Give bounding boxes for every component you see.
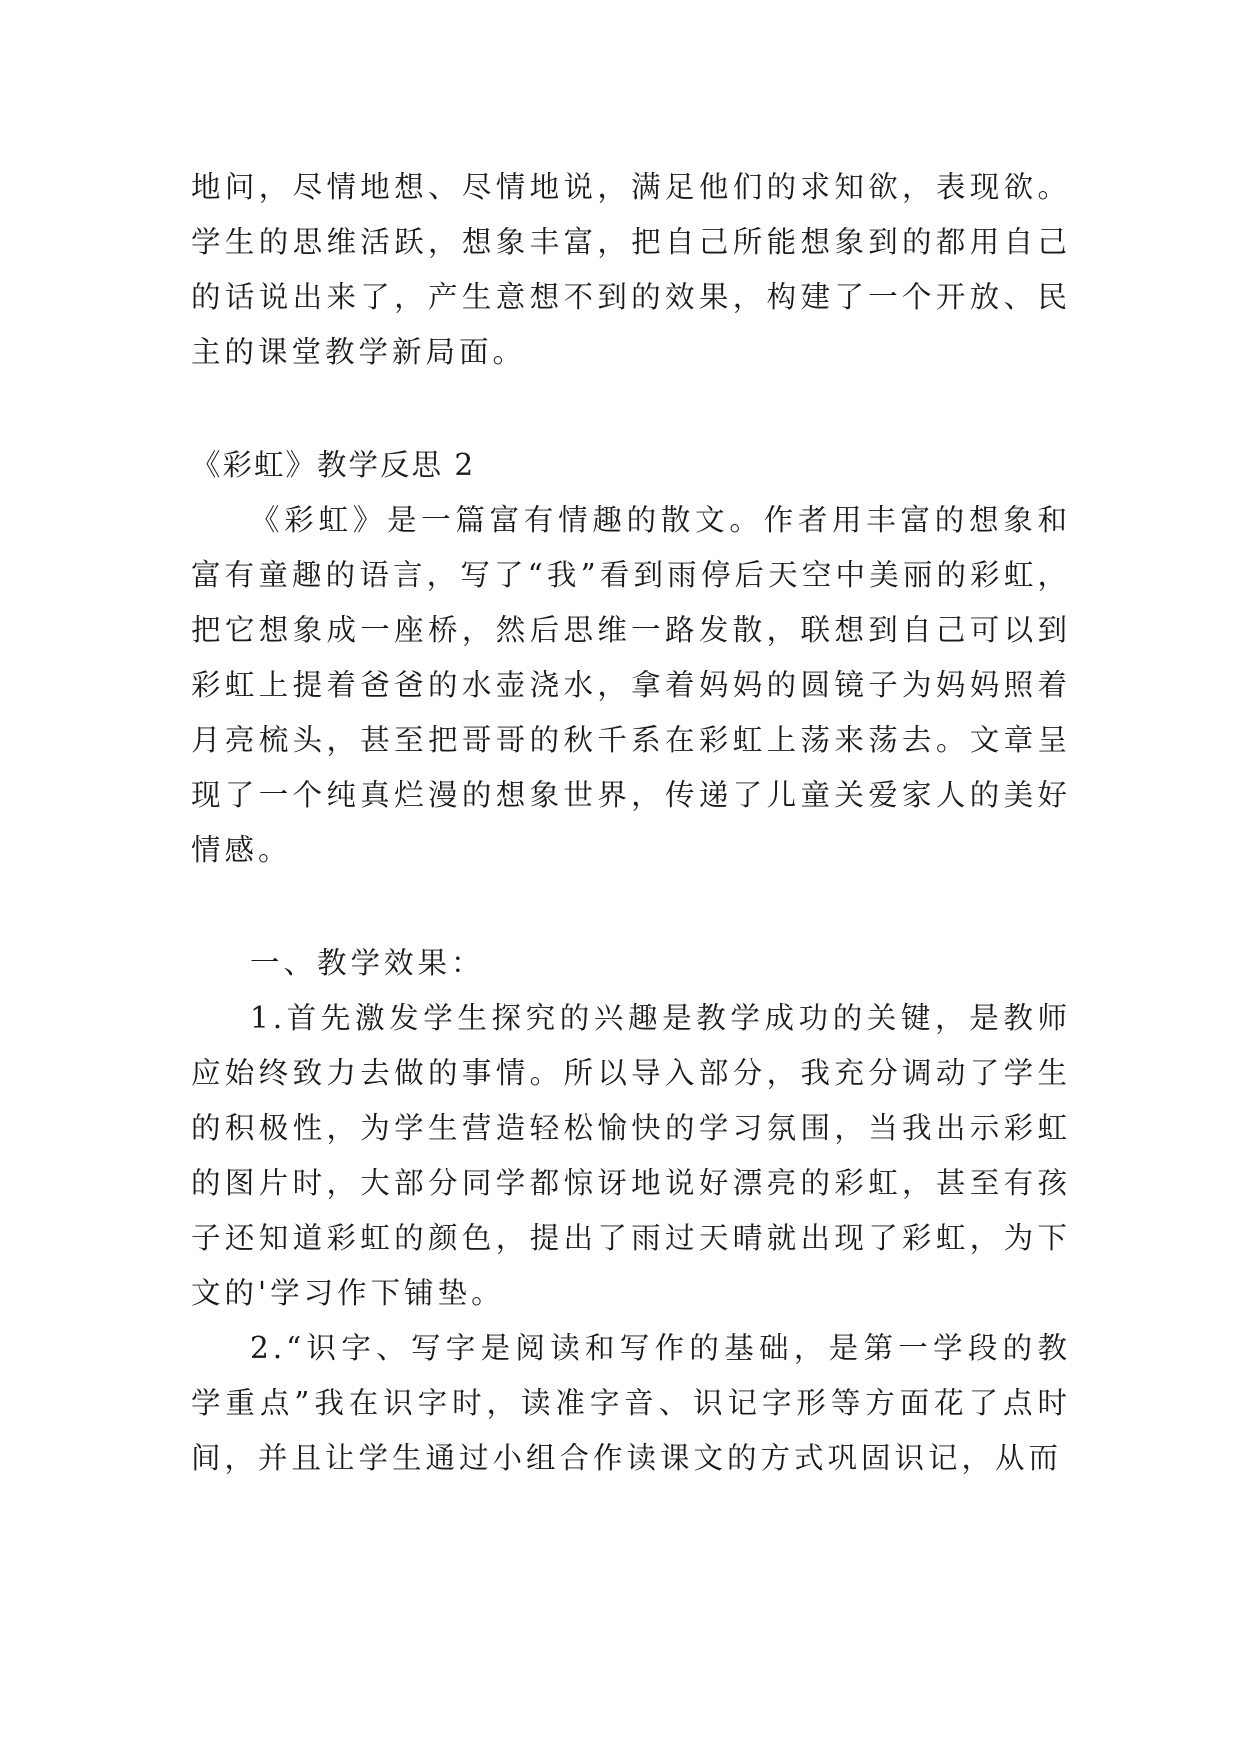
paragraph-continuation: 地问，尽情地想、尽情地说，满足他们的求知欲，表现欲。学生的思维活跃，想象丰富，把自己所能想象到的都用自己的话说出来了，产生意想不到的效果，构建了一个开放、民主的课堂教学新局面。 [191,170,1071,369]
section-title: 《彩虹》教学反思 2 [191,448,476,482]
paragraph-intro: 《彩虹》是一篇富有情趣的散文。作者用丰富的想象和富有童趣的语言，写了“我”看到雨停后天空中美丽的彩虹，把它想象成一座桥，然后思维一路发散，联想到自己可以到彩虹上提着爸爸的水壶浇水，拿着妈妈的圆镜子为妈妈照着月亮梳头，甚至把哥哥的秋千系在彩虹上荡来荡去。文章呈现了一个纯真烂漫的想象世界，传递了儿童关爱家人的美好情感。 [191,503,1071,867]
section-heading-teaching-effect: 一、教学效果： [250,946,485,980]
paragraph-point-1: 1.首先激发学生探究的兴趣是教学成功的关键，是教师应始终致力去做的事情。所以导入部分，我充分调动了学生的积极性，为学生营造轻松愉快的学习氛围，当我出示彩虹的图片时，大部分同学都惊讶地说好漂亮的彩虹，甚至有孩子还知道彩虹的颜色，提出了雨过天晴就出现了彩虹，为下文的'学习作下铺垫。 [191,1001,1071,1310]
document-body [191,160,1071,1486]
paragraph-point-2: 2.“识字、写字是阅读和写作的基础，是第一学段的教学重点”我在识字时，读准字音、识记字形等方面花了点时间，并且让学生通过小组合作读课文的方式巩固识记，从而 [191,1331,1071,1475]
